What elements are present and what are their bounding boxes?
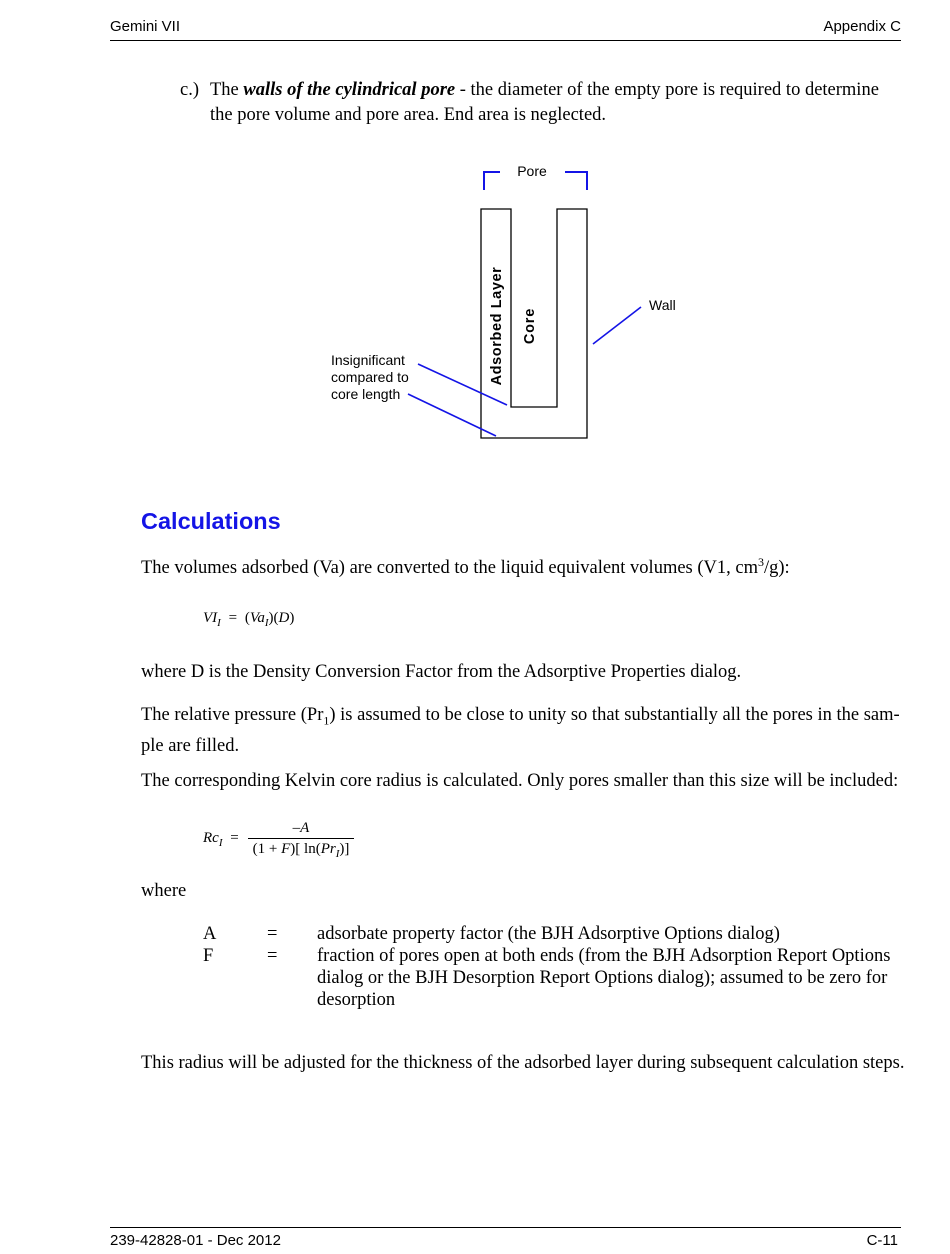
eq2-denominator bbox=[248, 841, 354, 860]
definition-row bbox=[203, 923, 902, 945]
paragraph-density: where D is the Density Conversion Factor from the Adsorptive Properties dialog. bbox=[141, 662, 742, 682]
eq2-den-mid: )[ ln( bbox=[290, 841, 321, 857]
pore-diagram bbox=[0, 0, 950, 480]
paragraph-relative-pressure bbox=[141, 703, 911, 759]
wall-label: Wall bbox=[649, 297, 676, 313]
pore-label: Pore bbox=[517, 163, 547, 179]
note-line-3: core length bbox=[331, 386, 401, 402]
eq2-den-pr-sub: I bbox=[335, 848, 340, 860]
header-title: Gemini VII bbox=[110, 18, 181, 35]
p1-text-end: /g): bbox=[764, 558, 790, 579]
definition-equals: = bbox=[267, 946, 278, 966]
eq1-va-sub: I bbox=[264, 617, 269, 629]
adsorbed-layer-label: Adsorbed Layer bbox=[489, 266, 505, 386]
p3-text-line1: ) is assumed to be close to unity so that substantially all the pores in the sam- bbox=[329, 705, 900, 725]
paragraph-kelvin: The corresponding Kelvin core radius is calculated. Only pores smaller than this size will be included: bbox=[141, 771, 899, 791]
item-c-emphasis: walls of the cylindrical pore bbox=[243, 80, 456, 100]
item-c-lead: The bbox=[210, 80, 244, 100]
definition-equals: = bbox=[267, 924, 278, 944]
footer-page-number: C-11 bbox=[866, 1232, 898, 1249]
eq1-paren: ( bbox=[273, 610, 279, 626]
eq1-va: Va bbox=[249, 610, 265, 626]
eq2-lhs-sub: I bbox=[218, 837, 223, 849]
definition-text-line: fraction of pores open at both ends (from the BJH Adsorption Report Options bbox=[317, 946, 891, 966]
eq1-paren: ) bbox=[268, 610, 274, 626]
definition-text-line: desorption bbox=[317, 990, 396, 1010]
where-label: where bbox=[141, 881, 187, 901]
item-c-marker: c.) bbox=[180, 80, 199, 100]
item-c-line2: the pore volume and pore area. End area is neglected. bbox=[210, 105, 607, 125]
eq1-equals: = bbox=[228, 610, 238, 626]
note-line-2: compared to bbox=[331, 369, 409, 385]
section-title: Calculations bbox=[141, 508, 281, 534]
eq2-lhs: Rc bbox=[203, 830, 219, 846]
paragraph-adjustment: This radius will be adjusted for the thickness of the adsorbed layer during subsequent calculation steps. bbox=[141, 1053, 905, 1073]
eq1-d: D bbox=[278, 610, 290, 626]
eq2-den-pre: (1 + bbox=[252, 841, 282, 857]
paragraph-volumes bbox=[141, 550, 911, 581]
eq1-paren: ( bbox=[244, 610, 250, 626]
eq1-lhs-sub: I bbox=[217, 617, 221, 629]
p1-text: The volumes adsorbed (Va) are converted to the liquid equivalent volumes (V1, cm bbox=[141, 558, 758, 579]
definition-row bbox=[203, 945, 902, 1011]
eq2-fraction bbox=[248, 820, 354, 860]
definition-text-line: dialog or the BJH Desorption Report Options dialog); assumed to be zero for bbox=[317, 968, 888, 988]
note-line-1: Insignificant bbox=[331, 352, 405, 368]
eq2-den-post: )] bbox=[339, 841, 350, 857]
core-label: Core bbox=[522, 307, 538, 345]
header-section: Appendix C bbox=[823, 18, 901, 35]
definition-symbol: A bbox=[203, 924, 217, 944]
footer-doc-number: 239-42828-01 - Dec 2012 bbox=[110, 1232, 281, 1249]
p1-superscript: 3 bbox=[758, 555, 764, 569]
eq2-equals: = bbox=[230, 830, 239, 846]
equation-liquid-volume bbox=[203, 610, 294, 629]
eq1-lhs: VI bbox=[203, 610, 218, 626]
fraction-bar bbox=[248, 838, 354, 839]
wall-leader bbox=[593, 307, 641, 344]
item-c-rest: - the diameter of the empty pore is required to determine bbox=[455, 80, 879, 100]
p3-text-line2: ple are filled. bbox=[141, 735, 240, 756]
note-leader-2 bbox=[408, 394, 496, 436]
definition-symbol: F bbox=[203, 946, 214, 966]
footer-rule bbox=[110, 1227, 901, 1228]
definition-text bbox=[317, 945, 902, 1011]
definition-text: adsorbate property factor (the BJH Adsorptive Options dialog) bbox=[317, 924, 780, 944]
definitions-table bbox=[203, 923, 902, 1011]
eq2-den-pr: Pr bbox=[320, 841, 336, 857]
eq1-paren: ) bbox=[289, 610, 295, 626]
p3-text: The relative pressure (Pr bbox=[141, 705, 324, 725]
eq2-den-f: F bbox=[281, 841, 291, 857]
p3-subscript: 1 bbox=[323, 713, 330, 728]
eq2-numerator: –A bbox=[292, 820, 310, 836]
